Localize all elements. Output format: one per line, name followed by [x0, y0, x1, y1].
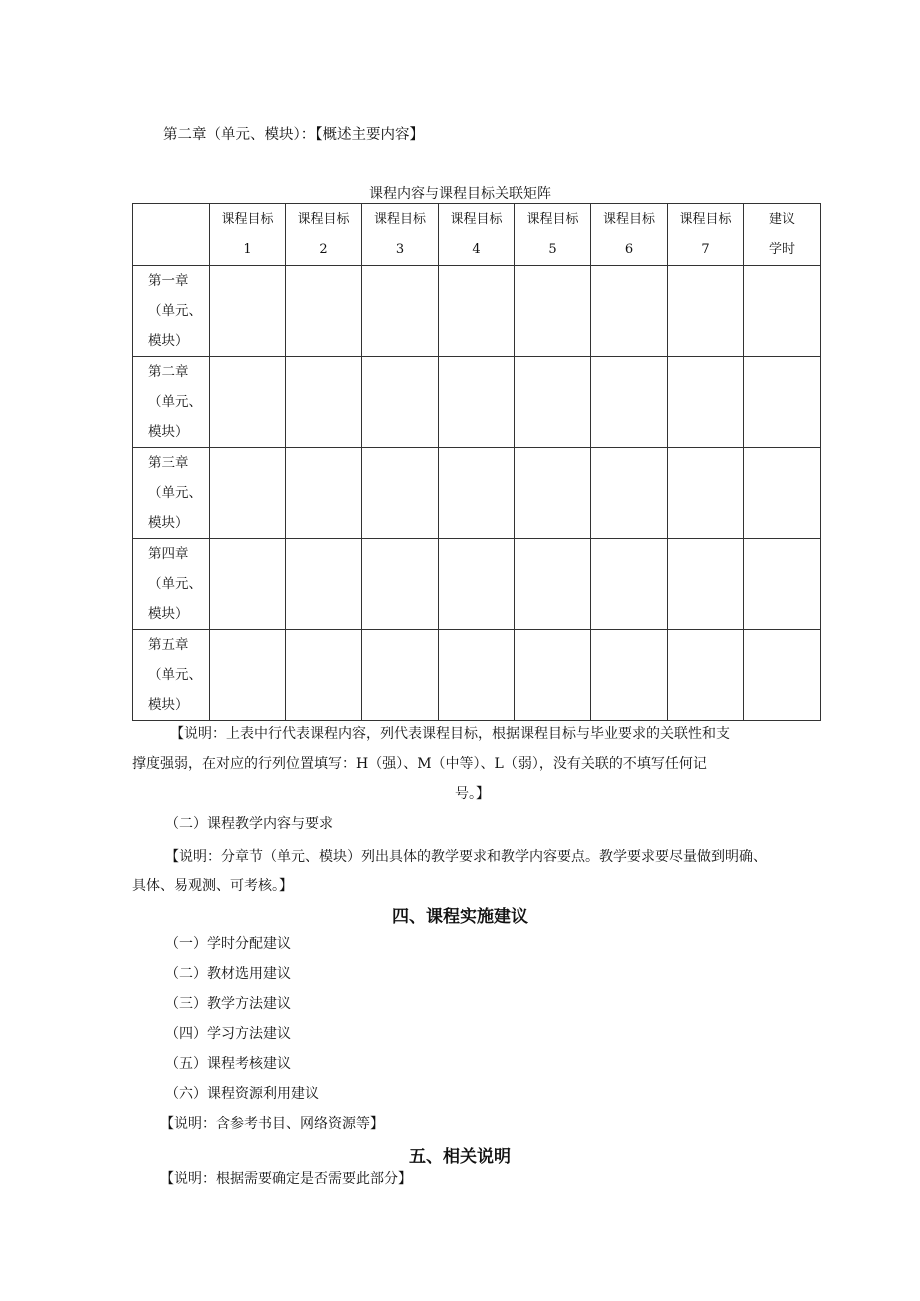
header-objective-7: 课程目标 7 [668, 204, 744, 266]
matrix-cell[interactable] [210, 448, 286, 539]
matrix-cell[interactable] [515, 448, 591, 539]
matrix-cell[interactable] [362, 266, 439, 357]
row-label-chapter-5: 第五章 （单元、 模块） [133, 630, 210, 721]
header-objective-2: 课程目标 2 [286, 204, 362, 266]
matrix-cell[interactable] [210, 266, 286, 357]
matrix-cell[interactable] [744, 448, 821, 539]
related-note: 【说明：根据需要确定是否需要此部分】 [160, 1171, 412, 1187]
matrix-cell[interactable] [591, 539, 668, 630]
chapter-heading: 第二章（单元、模块）：【概述主要内容】 [163, 127, 424, 143]
matrix-cell[interactable] [362, 539, 439, 630]
matrix-cell[interactable] [668, 630, 744, 721]
matrix-cell[interactable] [515, 266, 591, 357]
matrix-cell[interactable] [286, 266, 362, 357]
matrix-cell[interactable] [286, 448, 362, 539]
matrix-cell[interactable] [591, 448, 668, 539]
list-item: （三）教学方法建议 [165, 996, 291, 1012]
corner-cell [133, 204, 210, 266]
row-label-chapter-1: 第一章 （单元、 模块） [133, 266, 210, 357]
table-row [133, 539, 821, 630]
header-objective-3: 课程目标 3 [362, 204, 439, 266]
matrix-cell[interactable] [286, 357, 362, 448]
course-objective-matrix [132, 203, 821, 721]
matrix-cell[interactable] [439, 448, 515, 539]
matrix-cell[interactable] [362, 357, 439, 448]
list-item: （一）学时分配建议 [165, 936, 291, 952]
matrix-cell[interactable] [286, 630, 362, 721]
section-title: 四、课程实施建议 [392, 907, 528, 927]
matrix-cell[interactable] [439, 357, 515, 448]
content-note-line-2: 具体、易观测、可考核。】 [132, 878, 293, 894]
matrix-note-line-3: 号。】 [455, 786, 490, 802]
header-suggested-hours: 建议 学时 [744, 204, 821, 266]
header-objective-1: 课程目标 1 [210, 204, 286, 266]
matrix-cell[interactable] [744, 539, 821, 630]
list-item: （四）学习方法建议 [165, 1026, 291, 1042]
matrix-cell[interactable] [515, 357, 591, 448]
matrix-cell[interactable] [515, 539, 591, 630]
list-item: （五）课程考核建议 [165, 1056, 291, 1072]
table-header-row [133, 204, 821, 266]
matrix-cell[interactable] [744, 630, 821, 721]
matrix-cell[interactable] [286, 539, 362, 630]
row-label-chapter-4: 第四章 （单元、 模块） [133, 539, 210, 630]
table-row [133, 266, 821, 357]
matrix-cell[interactable] [668, 266, 744, 357]
table-row [133, 448, 821, 539]
table-row [133, 357, 821, 448]
header-objective-5: 课程目标 5 [515, 204, 591, 266]
matrix-cell[interactable] [744, 357, 821, 448]
matrix-cell[interactable] [210, 539, 286, 630]
row-label-chapter-2: 第二章 （单元、 模块） [133, 357, 210, 448]
matrix-cell[interactable] [439, 630, 515, 721]
matrix-cell[interactable] [591, 630, 668, 721]
matrix-cell[interactable] [362, 630, 439, 721]
matrix-note-line-2: 撑度强弱，在对应的行列位置填写：H（强）、M（中等）、L（弱），没有关联的不填写任何记 [132, 756, 707, 772]
matrix-cell[interactable] [591, 266, 668, 357]
table-row [133, 630, 821, 721]
matrix-cell[interactable] [362, 448, 439, 539]
list-item: （二）教材选用建议 [165, 966, 291, 982]
matrix-cell[interactable] [668, 448, 744, 539]
subsection-heading: （二）课程教学内容与要求 [165, 816, 333, 832]
content-note-line-1: 【说明：分章节（单元、模块）列出具体的教学要求和教学内容要点。教学要求要尽量做到明确、 [165, 849, 767, 865]
matrix-cell[interactable] [668, 357, 744, 448]
matrix-cell[interactable] [744, 266, 821, 357]
matrix-note-line-1: 【说明：上表中行代表课程内容，列代表课程目标，根据课程目标与毕业要求的关联性和支 [170, 726, 730, 742]
section-title: 五、相关说明 [409, 1147, 511, 1167]
matrix-cell[interactable] [210, 357, 286, 448]
resources-note: 【说明：含参考书目、网络资源等】 [160, 1116, 384, 1132]
header-objective-4: 课程目标 4 [439, 204, 515, 266]
table-caption: 课程内容与课程目标关联矩阵 [369, 186, 551, 202]
matrix-cell[interactable] [591, 357, 668, 448]
matrix-cell[interactable] [515, 630, 591, 721]
matrix-cell[interactable] [439, 266, 515, 357]
header-objective-6: 课程目标 6 [591, 204, 668, 266]
matrix-cell[interactable] [439, 539, 515, 630]
matrix-cell[interactable] [210, 630, 286, 721]
row-label-chapter-3: 第三章 （单元、 模块） [133, 448, 210, 539]
list-item: （六）课程资源利用建议 [165, 1086, 319, 1102]
matrix-cell[interactable] [668, 539, 744, 630]
